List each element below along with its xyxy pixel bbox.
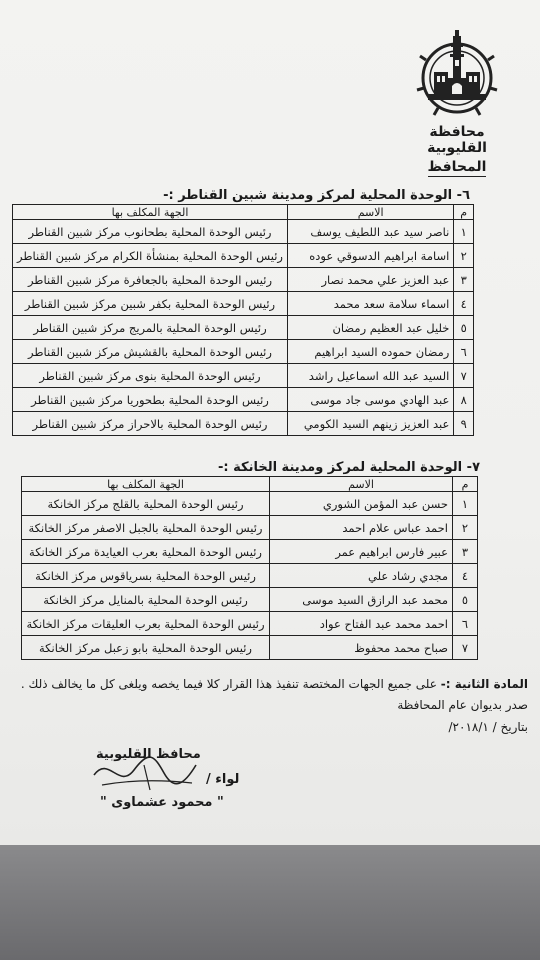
row-name: عبد الهادي موسى جاد موسى [287,388,453,412]
row-number: ٦ [454,340,474,364]
row-number: ٣ [453,540,478,564]
table-row [13,364,474,388]
row-responsibility: رئيس الوحدة المحلية بمنشأة الكرام مركز شبين القناطر [13,244,288,268]
row-name: السيد عبد الله اسماعيل راشد [287,364,453,388]
row-name: اسامة ابراهيم الدسوقي عوده [287,244,453,268]
section-7-table [21,476,478,660]
row-number: ٢ [454,244,474,268]
table-header-row [22,477,478,492]
row-number: ٤ [453,564,478,588]
table-row [13,292,474,316]
governorate-emblem-icon [414,30,500,120]
row-number: ٥ [453,588,478,612]
governorate-name: محافظة القليوبية [427,124,487,156]
row-responsibility: رئيس الوحدة المحلية بسرياقوس مركز الخانكة [22,564,270,588]
column-header-name: الاسم [287,205,453,220]
issued-line: صدر بديوان عام المحافظة [397,698,528,712]
table-row [22,564,478,588]
row-name: صباح محمد محفوظ [270,636,453,660]
row-number: ٧ [453,636,478,660]
row-name: عبير فارس ابراهيم عمر [270,540,453,564]
row-name: ناصر سيد عبد اللطيف يوسف [287,220,453,244]
row-name: عبد العزيز زينهم السيد الكومي [287,412,453,436]
row-responsibility: رئيس الوحدة المحلية بالجبل الاصفر مركز الخانكة [22,516,270,540]
row-number: ٥ [454,316,474,340]
row-responsibility: رئيس الوحدة المحلية بنوى مركز شبين القناطر [13,364,288,388]
row-responsibility: رئيس الوحدة المحلية بطحوريا مركز شبين القناطر [13,388,288,412]
row-name: خليل عبد العظيم رمضان [287,316,453,340]
row-name: رمضان حموده السيد ابراهيم [287,340,453,364]
row-responsibility: رئيس الوحدة المحلية بالقلج مركز الخانكة [22,492,270,516]
table-row [13,244,474,268]
column-header-num: م [454,205,474,220]
column-header-responsibility: الجهة المكلف بها [13,205,288,220]
row-responsibility: رئيس الوحدة المحلية بابو زعبل مركز الخانكة [22,636,270,660]
row-name: عبد العزيز علي محمد نصار [287,268,453,292]
table-row [22,636,478,660]
row-number: ٤ [454,292,474,316]
background-surface [0,845,540,960]
row-responsibility: رئيس الوحدة المحلية بالجعافرة مركز شبين القناطر [13,268,288,292]
column-header-name: الاسم [270,477,453,492]
table-row [22,612,478,636]
row-number: ١ [454,220,474,244]
table-row [22,588,478,612]
row-responsibility: رئيس الوحدة المحلية بالاحراز مركز شبين القناطر [13,412,288,436]
row-name: احمد عباس علام احمد [270,516,453,540]
row-responsibility: رئيس الوحدة المحلية بالمنايل مركز الخانكة [22,588,270,612]
row-name: حسن عبد المؤمن الشوري [270,492,453,516]
row-responsibility: رئيس الوحدة المحلية بالمريج مركز شبين القناطر [13,316,288,340]
row-responsibility: رئيس الوحدة المحلية بطحانوب مركز شبين القناطر [13,220,288,244]
row-number: ٣ [454,268,474,292]
row-name: احمد محمد عبد الفتاح عواد [270,612,453,636]
row-responsibility: رئيس الوحدة المحلية بعرب العليقات مركز الخانكة [22,612,270,636]
article-text: على جميع الجهات المختصة تنفيذ هذا القرار كلا فيما يخصه ويلغى كل ما يخالف ذلك . [20,677,437,691]
row-number: ٨ [454,388,474,412]
section-7-title: ٧- الوحدة المحلية لمركز ومدينة الخانكة :- [218,460,480,475]
row-number: ٢ [453,516,478,540]
date-line: بتاريخ / ٢٠١٨/١/ [448,720,528,734]
table-row [13,340,474,364]
signature-governorate: محافظ القليوبية [96,747,201,762]
row-responsibility: رئيس الوحدة المحلية بعرب العيايدة مركز الخانكة [22,540,270,564]
table-row [22,492,478,516]
column-header-num: م [453,477,478,492]
letterhead [402,30,512,177]
signature-name: " محمود عشماوى " [100,795,224,810]
section-6-title: ٦- الوحدة المحلية لمركز ومدينة شبين القناطر :- [163,188,470,203]
table-row [22,540,478,564]
row-name: محمد عبد الرازق السيد موسى [270,588,453,612]
table-header-row [13,205,474,220]
table-row [13,220,474,244]
row-name: اسماء سلامة سعد محمد [287,292,453,316]
table-row [13,388,474,412]
column-header-responsibility: الجهة المكلف بها [22,477,270,492]
table-row [13,412,474,436]
row-number: ٩ [454,412,474,436]
governor-title: المحافظ [427,159,487,175]
row-number: ١ [453,492,478,516]
row-number: ٧ [454,364,474,388]
table-row [13,316,474,340]
article-label: المادة الثانية :- [440,677,528,691]
row-name: مجدي رشاد علي [270,564,453,588]
article-two [21,677,528,691]
table-row [22,516,478,540]
row-responsibility: رئيس الوحدة المحلية بالقشيش مركز شبين القناطر [13,340,288,364]
signature-rank: لواء / [206,772,240,787]
table-row [13,268,474,292]
section-6-table [12,204,474,436]
row-responsibility: رئيس الوحدة المحلية بكفر شبين مركز شبين القناطر [13,292,288,316]
row-number: ٦ [453,612,478,636]
